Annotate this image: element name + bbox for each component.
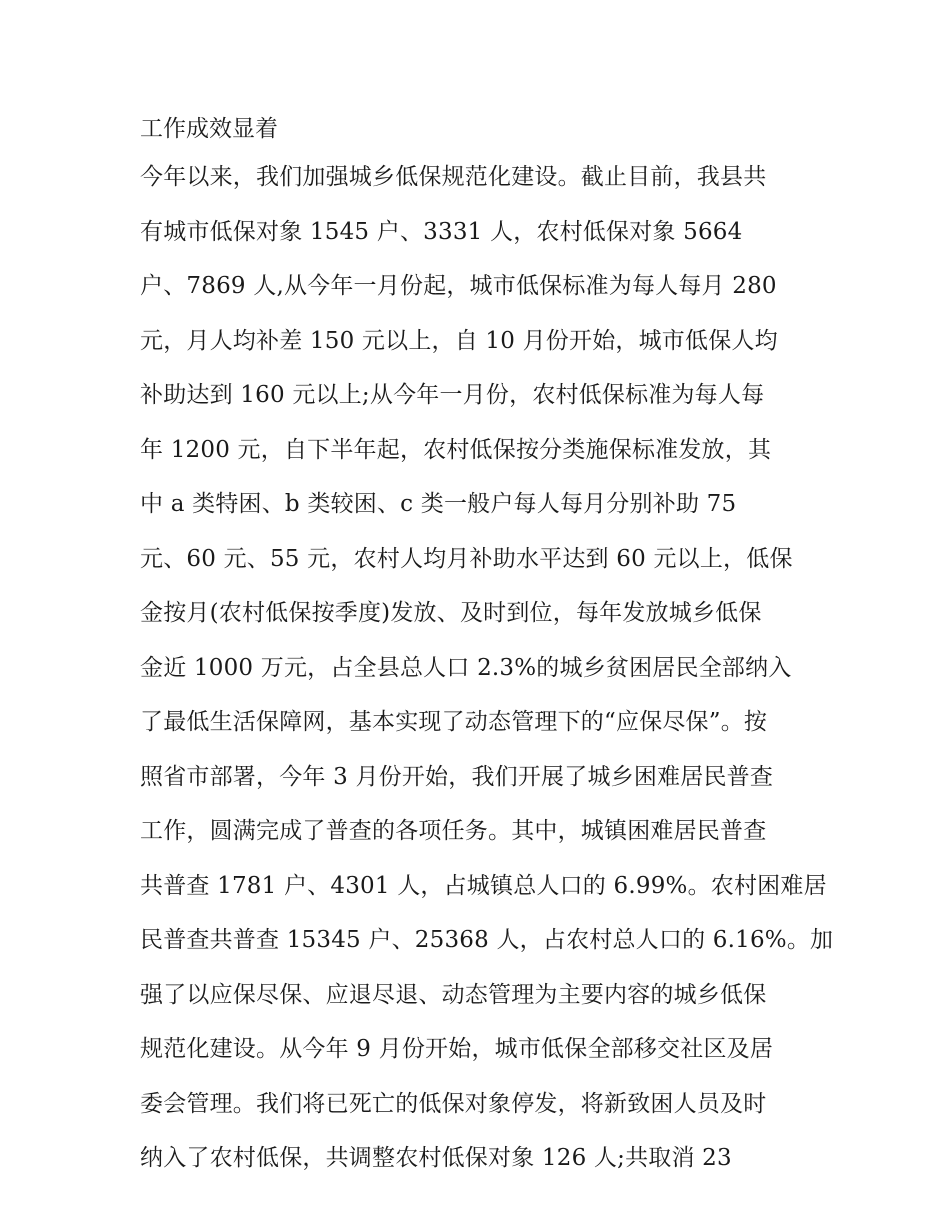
paragraph-line: 今年以来，我们加强城乡低保规范化建设。截止目前，我县共 bbox=[140, 164, 767, 190]
paragraph-line: 中 a 类特困、b 类较困、c 类一般户每人每月分别补助 75 bbox=[140, 491, 737, 517]
paragraph-line: 纳入了农村低保，共调整农村低保对象 126 人;共取消 23 bbox=[140, 1145, 732, 1171]
section-heading: 工作成效显着 bbox=[140, 116, 278, 142]
paragraph-line: 有城市低保对象 1545 户、3331 人，农村低保对象 5664 bbox=[140, 218, 743, 245]
paragraph-line: 共普查 1781 户、4301 人，占城镇总人口的 6.99%。农村困难居 bbox=[140, 872, 827, 899]
paragraph-line: 年 1200 元，自下半年起，农村低保按分类施保标准发放，其 bbox=[140, 436, 772, 463]
paragraph bbox=[140, 156, 834, 1179]
paragraph-line: 金按月(农村低保按季度)发放、及时到位，每年发放城乡低保 bbox=[140, 600, 762, 626]
paragraph-line: 工作，圆满完成了普查的各项任务。其中，城镇困难居民普查 bbox=[140, 818, 767, 844]
document-body bbox=[140, 108, 834, 1192]
paragraph-line: 规范化建设。从今年 9 月份开始，城市低保全部移交社区及居 bbox=[140, 1036, 774, 1062]
paragraph-line: 民普查共普查 15345 户、25368 人，占农村总人口的 6.16%。加 bbox=[140, 927, 834, 953]
paragraph-line: 户、7869 人,从今年一月份起，城市低保标准为每人每月 280 bbox=[140, 273, 777, 299]
paragraph-line: 照省市部署，今年 3 月份开始，我们开展了城乡困难居民普查 bbox=[140, 763, 774, 790]
paragraph-line: 强了以应保尽保、应退尽退、动态管理为主要内容的城乡低保 bbox=[140, 981, 767, 1008]
paragraph-line: 了最低生活保障网，基本实现了动态管理下的“应保尽保”。按 bbox=[140, 709, 768, 735]
paragraph-line: 委会管理。我们将已死亡的低保对象停发，将新致困人员及时 bbox=[140, 1090, 767, 1117]
paragraph-line: 元，月人均补差 150 元以上，自 10 月份开始，城市低保人均 bbox=[140, 327, 778, 354]
paragraph-line: 补助达到 160 元以上;从今年一月份，农村低保标准为每人每 bbox=[140, 382, 765, 408]
paragraph-line: 元、60 元、55 元，农村人均月补助水平达到 60 元以上，低保 bbox=[140, 545, 793, 572]
paragraph-line: 金近 1000 万元，占全县总人口 2.3%的城乡贫困居民全部纳入 bbox=[140, 654, 792, 681]
